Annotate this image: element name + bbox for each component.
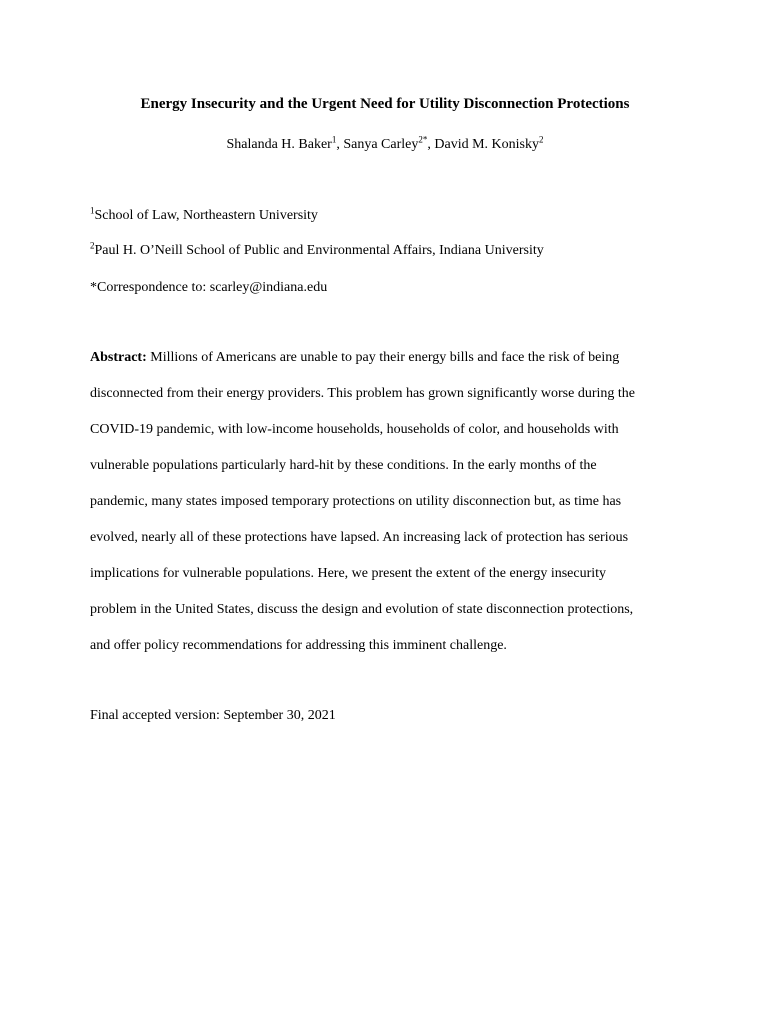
abstract-line: pandemic, many states imposed temporary protections on utility disconnection but, as time has [90,494,622,509]
abstract [90,348,690,672]
abstract-text: Millions of Americans are unable to pay their energy bills and face the risk of being [146,350,620,365]
paper-title: Energy Insecurity and the Urgent Need for Utility Disconnection Protections [140,96,630,112]
abstract-line: evolved, nearly all of these protections have lapsed. An increasing lack of protection has serious [90,530,629,545]
author-name: Sanya Carley [343,137,419,152]
abstract-line: and offer policy recommendations for addressing this imminent challenge. [90,638,507,653]
affiliation-mark: 2 [90,240,95,251]
author-list [0,135,770,155]
correspondence-line: *Correspondence to: scarley@indiana.edu [90,280,328,295]
author-separator: , [427,137,435,152]
abstract-line: COVID-19 pandemic, with low-income households, households of color, and households with [90,422,619,437]
author-name: Shalanda H. Baker [226,137,332,152]
affiliation-text: School of Law, Northeastern University [94,208,318,223]
abstract-line: vulnerable populations particularly hard-hit by these conditions. In the early months of the [90,458,597,473]
author-separator: , [336,137,344,152]
abstract-line [90,348,690,384]
author-affiliation-mark: 2 [539,134,544,145]
affiliation-1 [90,206,318,226]
affiliation-mark: 1 [90,205,95,216]
author-affiliation-mark: 1 [331,134,337,145]
affiliation-text: Paul H. O’Neill School of Public and Environmental Affairs, Indiana University [94,243,544,258]
final-version-note: Final accepted version: September 30, 2021 [90,708,336,723]
author-affiliation-mark: 2* [418,134,428,145]
abstract-line: implications for vulnerable populations. Here, we present the extent of the energy insecurity [90,566,607,581]
affiliation-2 [90,241,544,261]
abstract-label: Abstract: [90,350,147,365]
author-name: David M. Konisky [434,137,539,152]
abstract-line: problem in the United States, discuss the design and evolution of state disconnection protections, [90,602,634,617]
abstract-line: disconnected from their energy providers. This problem has grown significantly worse during the [90,386,635,401]
